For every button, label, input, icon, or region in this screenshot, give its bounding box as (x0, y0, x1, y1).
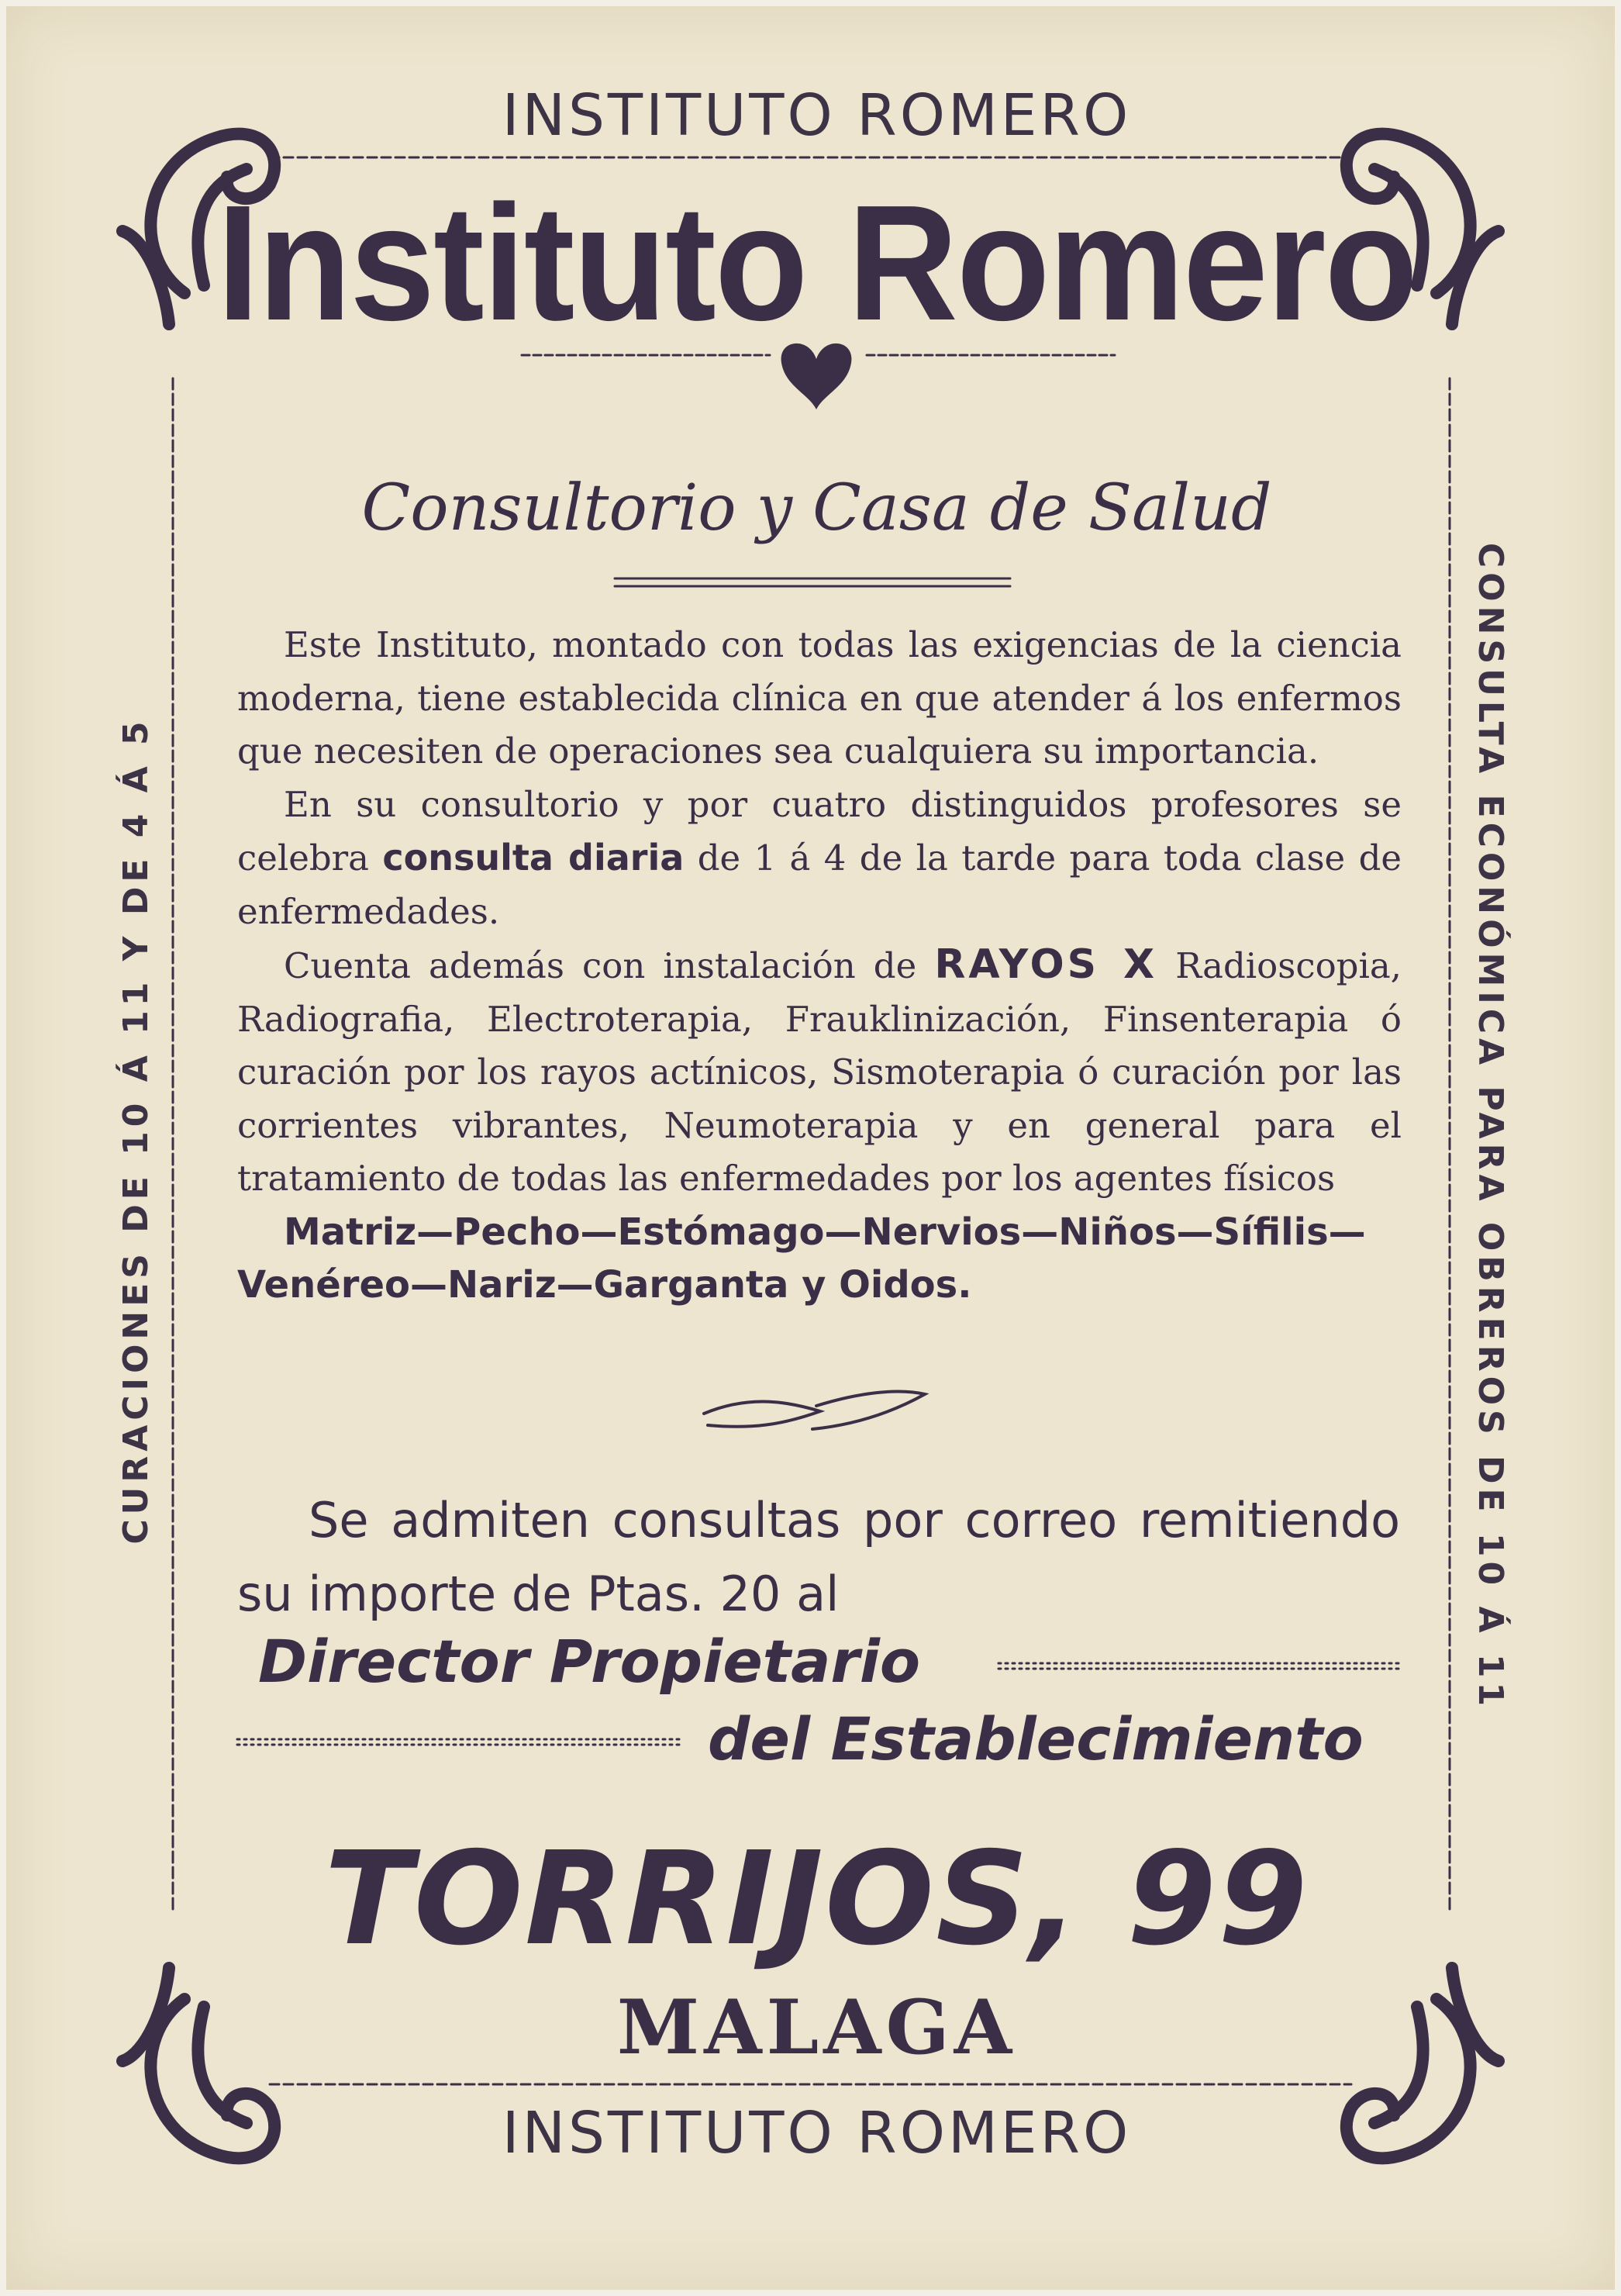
city: MALAGA (616, 1984, 1017, 2071)
bottom-header: INSTITUTO ROMERO (502, 2100, 1132, 2167)
address: TORRIJOS, 99 (324, 1825, 1309, 1974)
paragraph-1: Este Instituto, montado con todas las exigencias de la ciencia moderna, tiene establecida clínica en que atender á los enfermos que necesiten de operaciones sea cualquiera su importancia. (237, 624, 1402, 772)
mail-line-2: su importe de Ptas. 20 al (237, 1566, 840, 1622)
subtitle: Consultorio y Casa de Salud (361, 471, 1272, 545)
side-text-left: CURACIONES DE 10 Á 11 Y DE 4 Á 5 (116, 716, 156, 1545)
paragraph-3-end: Radioscopia, Radiografia, Electroterapia, Frauklinización, Finsenterapia ó curación por los rayos actínicos, Sismoterapia ó curación por las corrientes vibrantes, Neumoterapia y en general para el tratamiento de todas las enfermedades por los agentes físicos (237, 945, 1402, 1199)
mail-consultation (237, 1483, 1400, 1631)
paragraph-3-bold: RAYOS X (934, 941, 1158, 988)
paragraph-4: Matriz—Pecho—Estómago—Nervios—Niños—Sífilis—Venéreo—Nariz—Garganta y Oidos. (237, 1210, 1366, 1307)
body-text (237, 619, 1402, 1312)
paragraph-2-start: En su consultorio y por cuatro distinguidos profesores se celebra (237, 783, 1402, 879)
mail-line-1: Se admiten consultas por correo remitiendo (309, 1492, 1400, 1549)
paragraph-3 (237, 938, 1402, 1206)
poster-page (6, 6, 1615, 2290)
paragraph-2-bold: consulta diaria (382, 837, 685, 879)
paragraph-2-end: de 1 á 4 de la tarde para toda clase de enfermedades. (237, 837, 1402, 932)
director-line-2: del Establecimiento (708, 1704, 1364, 1773)
paragraph-2 (237, 779, 1402, 939)
top-header: INSTITUTO ROMERO (502, 82, 1132, 149)
paragraph-3-start: Cuenta además con instalación de (284, 945, 935, 986)
main-title: Instituto Romero (216, 171, 1417, 354)
director-line-1: Director Propietario (258, 1627, 921, 1696)
side-text-right: CONSULTA ECONÓMICA PARA OBREROS DE 10 Á 11 (1471, 542, 1510, 1711)
